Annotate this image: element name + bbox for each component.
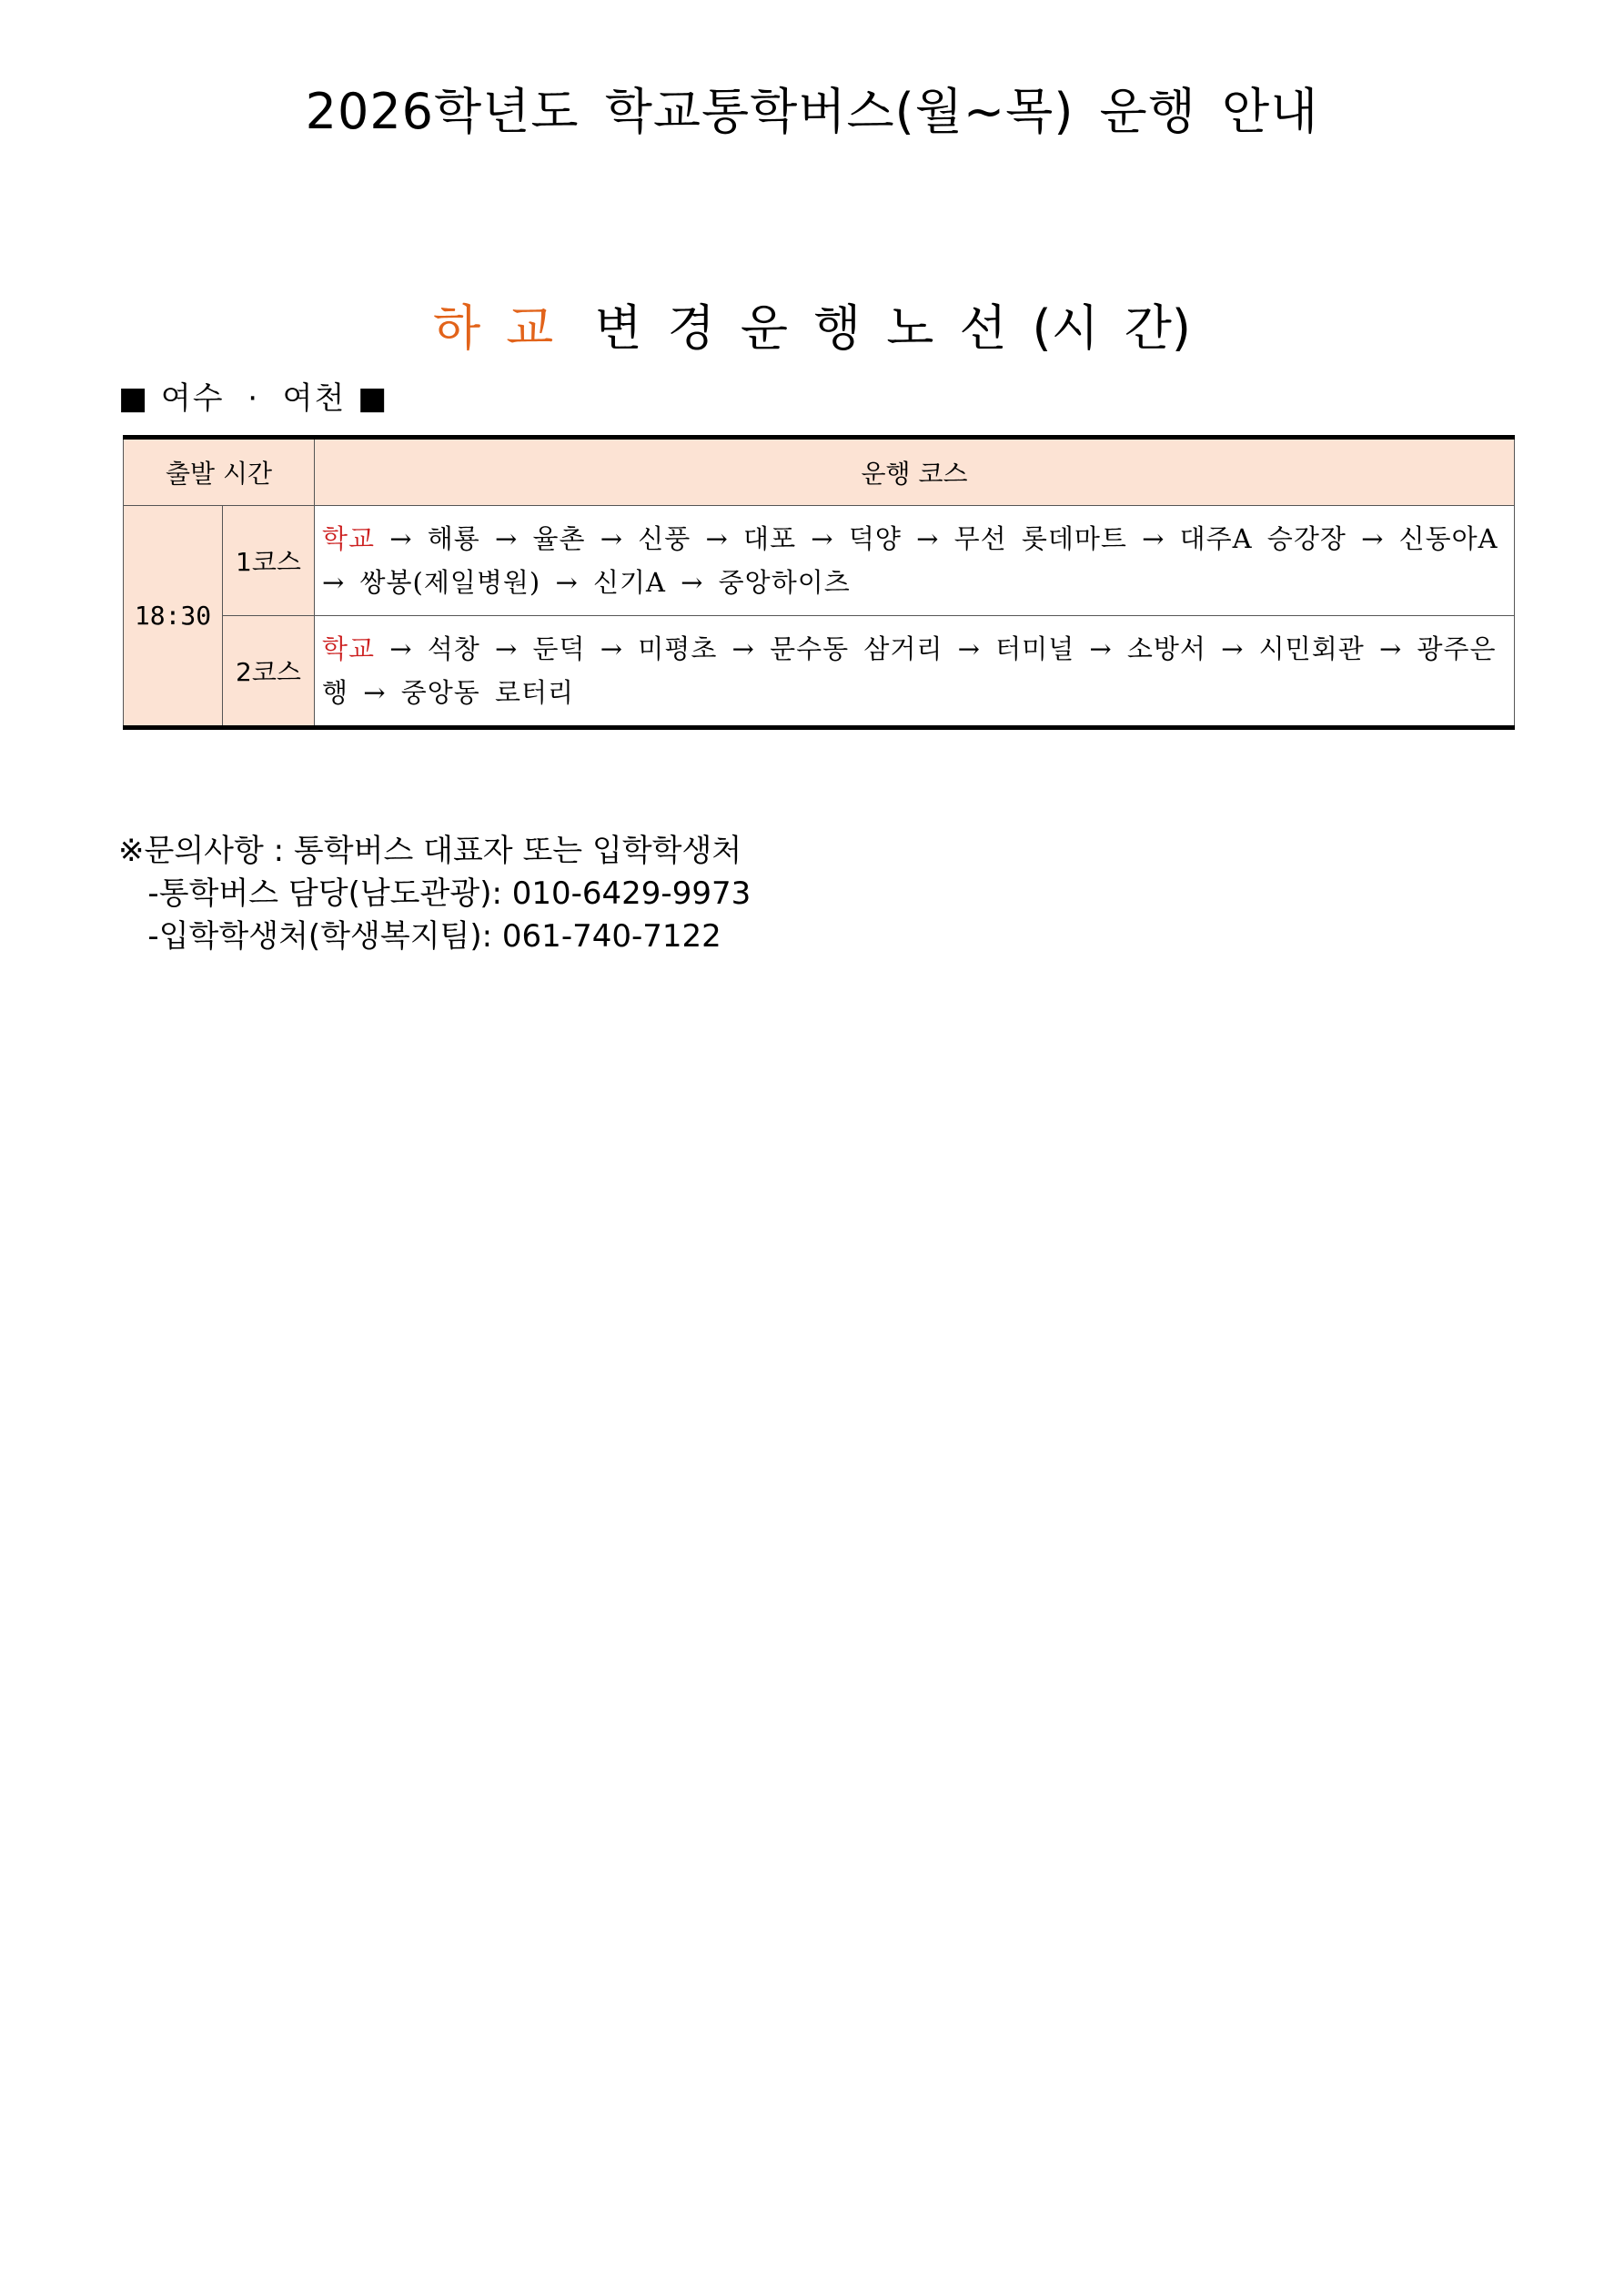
course-name-cell: 1코스 bbox=[223, 506, 315, 616]
subtitle-char: (시 bbox=[1032, 299, 1099, 357]
course-name-cell: 2코스 bbox=[223, 616, 315, 728]
route-origin: 학교 bbox=[322, 633, 376, 664]
table-row bbox=[124, 506, 1515, 616]
subtitle-char: 경 bbox=[667, 299, 715, 357]
region-label: ■ 여수 · 여천 ■ bbox=[118, 380, 389, 417]
subtitle-char: 노 bbox=[886, 299, 934, 357]
route-origin: 학교 bbox=[322, 523, 376, 554]
header-route-course: 운행 코스 bbox=[315, 438, 1515, 506]
departure-time-cell: 18:30 bbox=[124, 506, 223, 728]
route-stops: → 석창 → 둔덕 → 미평초 → 문수동 삼거리 → 터미널 → 소방서 → 시민회관 → 광주은행 → 중앙동 로터리 bbox=[322, 633, 1497, 708]
subtitle-char: 운 bbox=[740, 299, 789, 357]
course-route-cell bbox=[315, 506, 1515, 616]
subtitle-char: 행 bbox=[813, 299, 862, 357]
document-title: 2026학년도 학교통학버스(월~목) 운행 안내 bbox=[305, 83, 1319, 140]
table-header-row bbox=[124, 438, 1515, 506]
course-route-cell bbox=[315, 616, 1515, 728]
contact-line: -입학학생처(학생복지팀): 061-740-7122 bbox=[118, 918, 721, 955]
subtitle-char: 선 bbox=[959, 299, 1007, 357]
header-departure-time: 출발 시간 bbox=[124, 438, 315, 506]
contact-line: ※문의사항 : 통학버스 대표자 또는 입학학생처 bbox=[118, 833, 742, 869]
route-table bbox=[123, 435, 1515, 730]
contact-line: -통학버스 담당(남도관광): 010-6429-9973 bbox=[118, 875, 751, 912]
subtitle-char: 하 bbox=[432, 299, 481, 357]
section-subtitle bbox=[0, 289, 1624, 359]
contact-info bbox=[118, 830, 751, 958]
table-row bbox=[124, 616, 1515, 728]
subtitle-char: 교 bbox=[506, 299, 554, 357]
subtitle-char: 변 bbox=[594, 299, 642, 357]
subtitle-char: 간) bbox=[1124, 299, 1191, 357]
route-stops: → 해룡 → 율촌 → 신풍 → 대포 → 덕양 → 무선 롯데마트 → 대주A 승강장 → 신동아A → 쌍봉(제일병원) → 신기A → 중앙하이츠 bbox=[322, 523, 1498, 598]
